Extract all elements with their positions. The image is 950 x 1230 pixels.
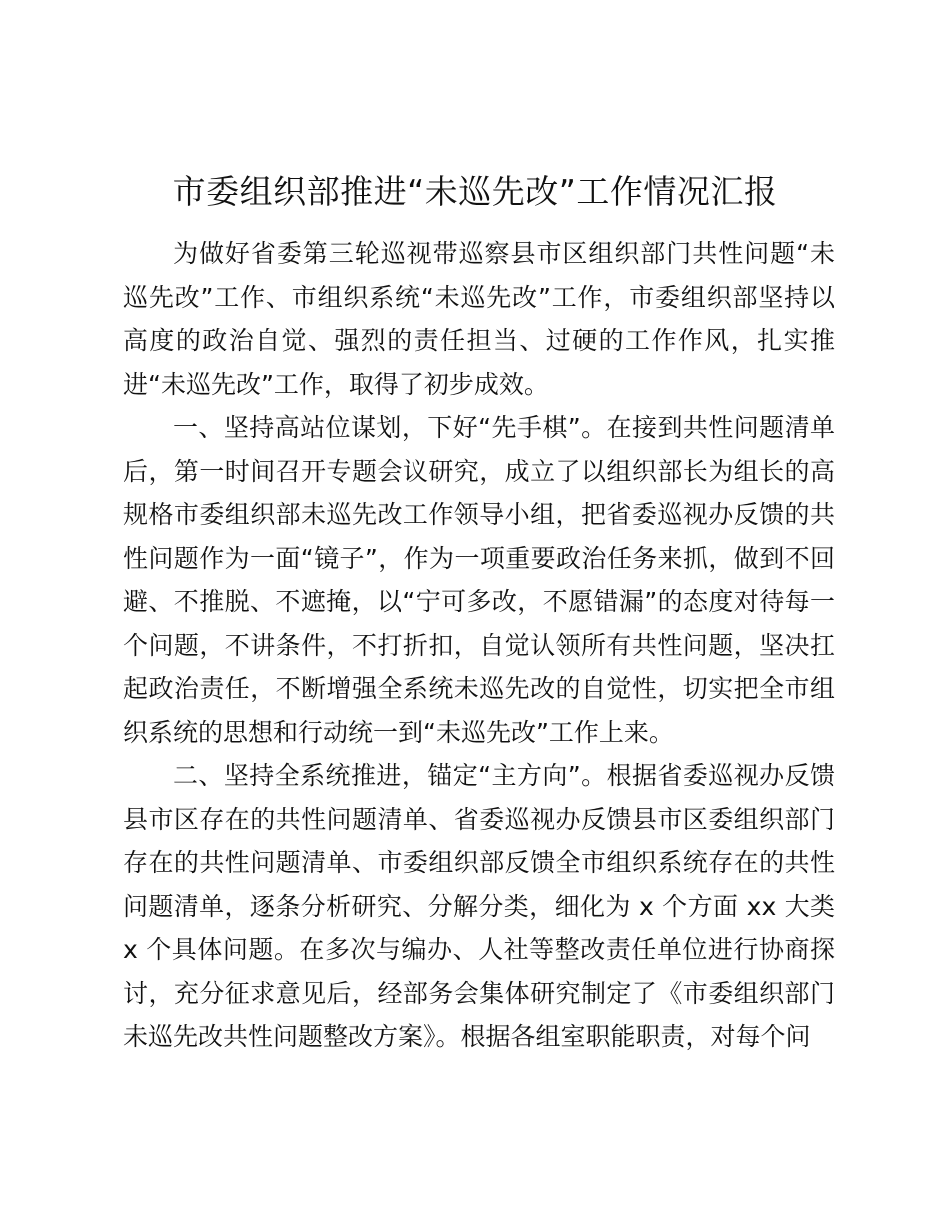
paragraph-section-one: 一、坚持高站位谋划，下好“先手棋”。在接到共性问题清单后，第一时间召开专题会议研究，成立了以组织部长为组长的高规格市委组织部未巡先改工作领导小组，把省委巡视办反馈的共性问题作为一面“镜子”，作为一项重要政治任务来抓，做到不回避、不推脱、不遮掩，以“宁可多改，不愿错漏”的态度对待每一个问题，不讲条件，不打折扣，自觉认领所有共性问题，坚决扛起政治责任，不断增强全系统未巡先改的自觉性，切实把全市组织系统的思想和行动统一到“未巡先改”工作上来。 <box>123 413 835 747</box>
paragraph-intro: 为做好省委第三轮巡视带巡察县市区组织部门共性问题“未巡先改”工作、市组织系统“未巡先改”工作，市委组织部坚持以高度的政治自觉、强烈的责任担当、过硬的工作作风，扎实推进“未巡先改”工作，取得了初步成效。 <box>123 239 835 399</box>
document-body <box>123 232 835 1059</box>
paragraph-section-two: 二、坚持全系统推进，锚定“主方向”。根据省委巡视办反馈县市区存在的共性问题清单、省委巡视办反馈县市区委组织部门存在的共性问题清单、市委组织部反馈全市组织系统存在的共性问题清单，逐条分析研究、分解分类，细化为 x 个方面 xx 大类 x 个具体问题。在多次与编办、人社等整改责任单位进行协商探讨，充分征求意见后，经部务会集体研究制定了《市委组织部门未巡先改共性问题整改方案》。根据各组室职能职责，对每个问 <box>123 761 835 1051</box>
document-title: 市委组织部推进“未巡先改”工作情况汇报 <box>172 172 778 211</box>
